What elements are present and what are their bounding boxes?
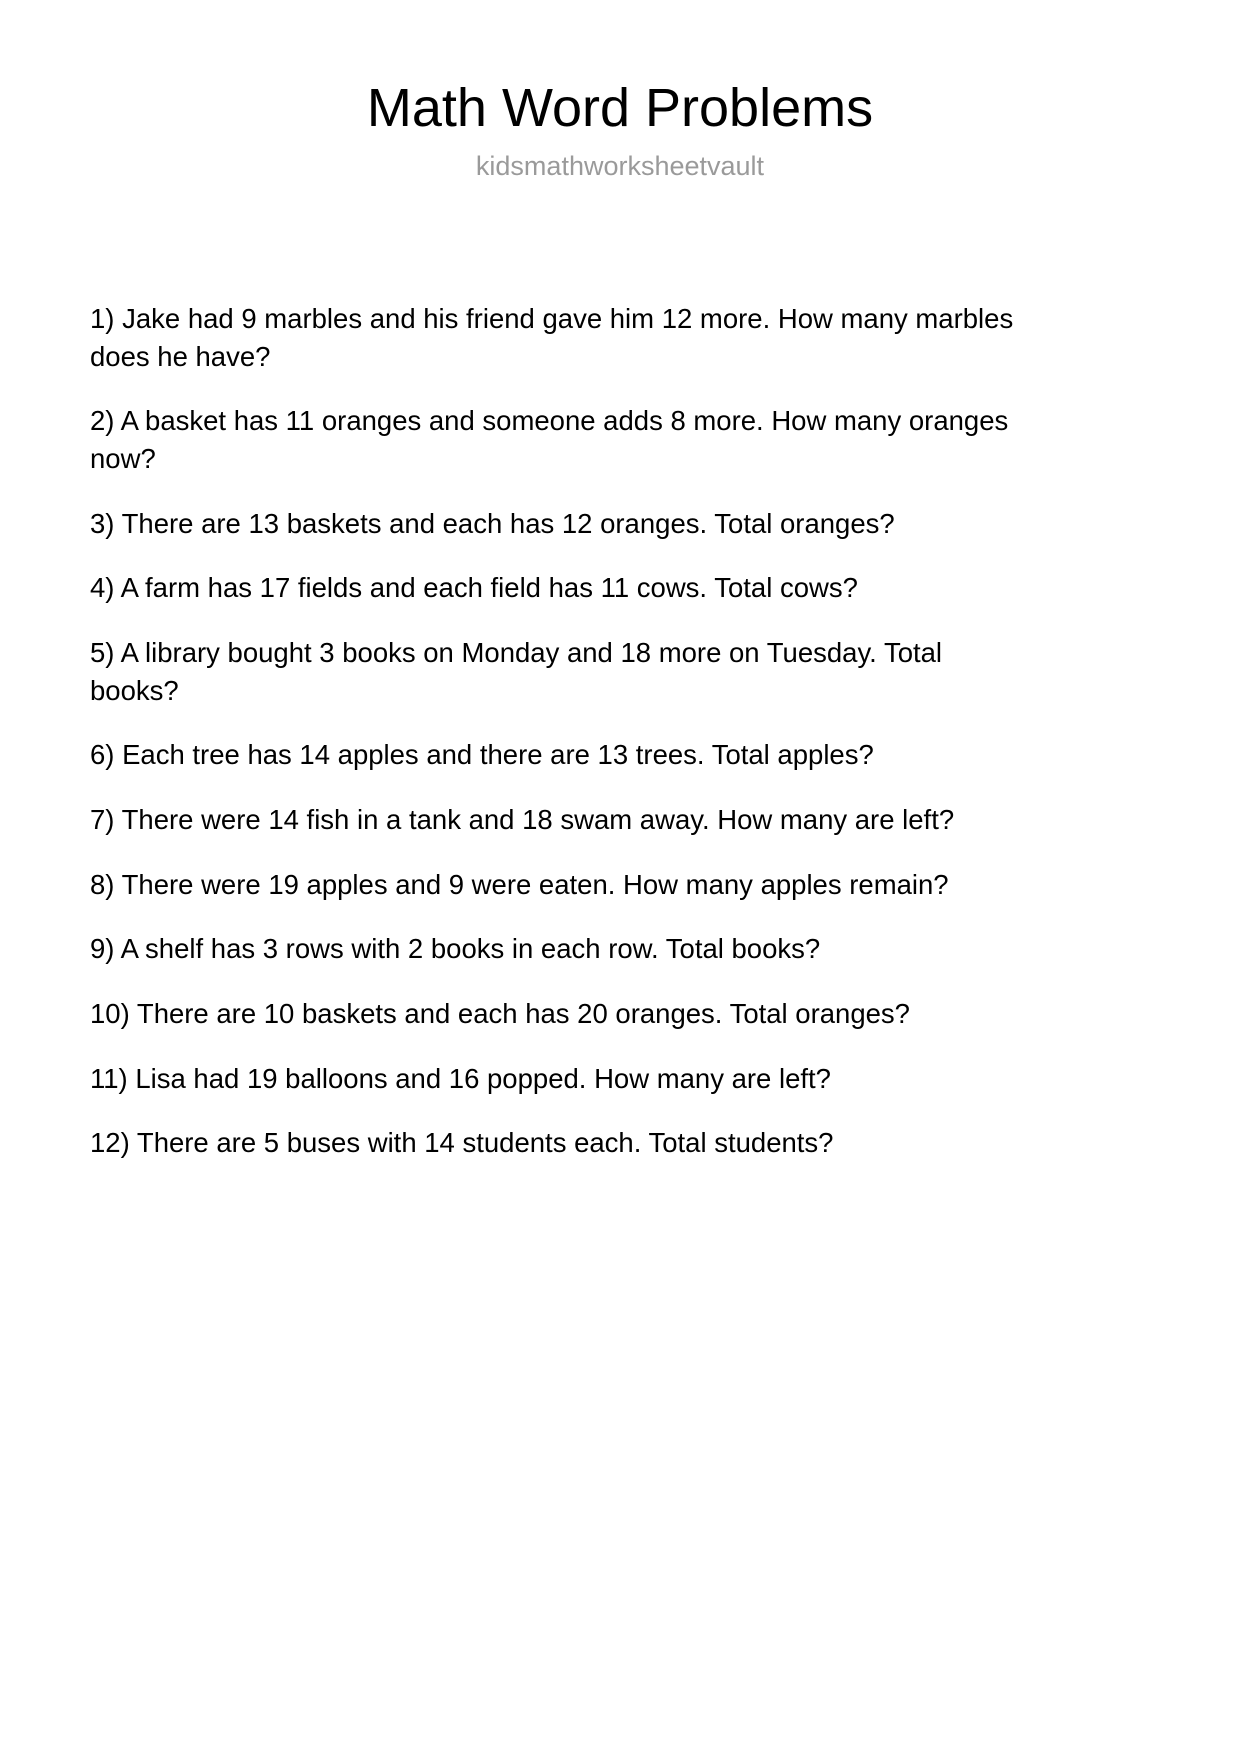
worksheet-header xyxy=(0,0,1240,183)
page-title: Math Word Problems xyxy=(366,78,874,138)
list-item: 11) Lisa had 19 balloons and 16 popped. How many are left? xyxy=(90,1062,831,1094)
list-item: 7) There were 14 fish in a tank and 18 swam away. How many are left? xyxy=(90,804,955,836)
list-item: 2) A basket has 11 oranges and someone adds 8 more. How many oranges now? xyxy=(90,405,1009,475)
problem-list xyxy=(90,300,1022,1162)
page-subtitle: kidsmathworksheetvault xyxy=(475,151,765,182)
list-item: 5) A library bought 3 books on Monday and 18 more on Tuesday. Total books? xyxy=(90,637,943,706)
list-item: 10) There are 10 baskets and each has 20 oranges. Total oranges? xyxy=(90,998,910,1030)
list-item: 9) A shelf has 3 rows with 2 books in each row. Total books? xyxy=(90,933,821,965)
list-item: 4) A farm has 17 fields and each field has 11 cows. Total cows? xyxy=(90,572,858,604)
list-item: 6) Each tree has 14 apples and there are 13 trees. Total apples? xyxy=(90,739,874,771)
list-item: 8) There were 19 apples and 9 were eaten. How many apples remain? xyxy=(90,868,949,900)
list-item: 12) There are 5 buses with 14 students each. Total students? xyxy=(90,1127,834,1159)
list-item: 1) Jake had 9 marbles and his friend gave him 12 more. How many marbles does he have? xyxy=(90,303,1014,372)
list-item: 3) There are 13 baskets and each has 12 oranges. Total oranges? xyxy=(90,507,895,539)
